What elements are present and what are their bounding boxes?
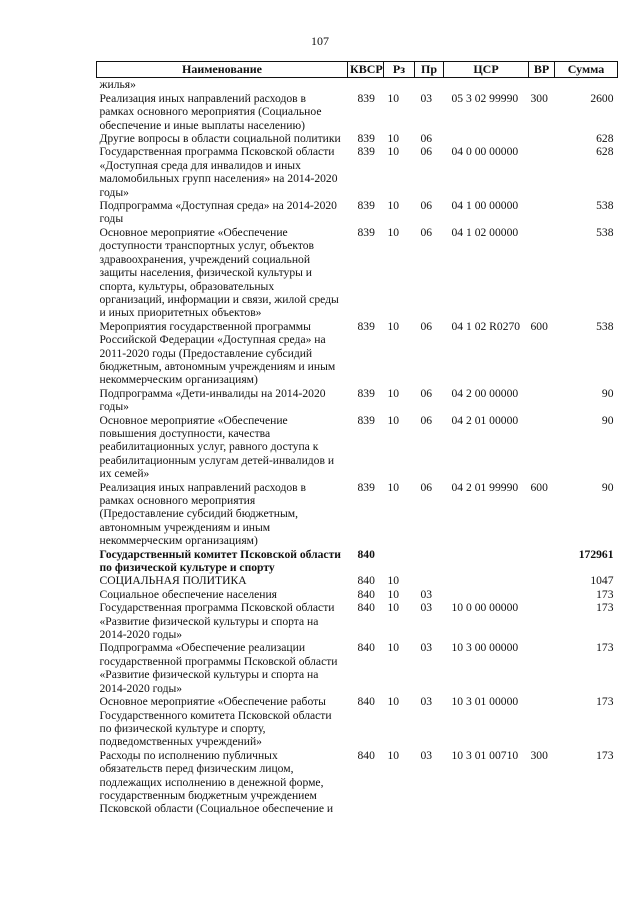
cell-kvsr: 840 [357,748,375,762]
cell-rz: 10 [387,587,400,601]
cell-name: Государственная программа Псковской области «Развитие физической культуры и спорта на 2014-2020 годы» [99,601,335,642]
cell-pr: 03 [420,748,433,762]
table-row [97,387,618,414]
cell-pr: 06 [420,225,433,239]
cell-vr: 600 [530,480,548,494]
cell-sum: 173 [596,641,614,655]
cell-csr [444,574,529,587]
table-row [97,574,618,587]
cell-sum: 173 [596,587,614,601]
cell-name: Подпрограмма «Обеспечение реализации государственной программы Псковской области «Развитие физической культуры и спорта на 2014-2020 годы» [99,641,338,695]
cell-kvsr: 839 [357,132,375,146]
cell-name: Другие вопросы в области социальной политики [99,132,341,146]
table-row [97,548,618,575]
cell-kvsr: 839 [357,480,375,494]
cell-pr: 03 [420,587,433,601]
cell-name: Реализация иных направлений расходов в рамках основного мероприятия (Социальное обеспечение и иные выплаты населению) [99,91,322,132]
cell-csr: 04 0 00 00000 [451,145,519,159]
cell-csr: 04 1 00 00000 [451,199,519,213]
table-row [97,601,618,641]
cell-csr: 10 3 01 00710 [451,748,519,762]
cell-kvsr: 840 [357,574,375,588]
cell-sum: 538 [596,319,614,333]
cell-name: Основное мероприятие «Обеспечение доступности транспортных услуг, объектов здравоохранения, учреждений социальной защиты населения, физической культуры и спорта, культуры, образовательных организаций, информации и связи, жилой среды и иных приоритетных объектов» [99,225,339,320]
table-row [97,78,618,92]
cell-pr: 06 [420,319,433,333]
cell-pr [415,78,444,92]
cell-vr [529,132,555,145]
page-number: 107 [311,34,329,48]
header-pr: Пр [415,62,444,78]
header-vr: ВР [529,62,555,78]
cell-sum: 173 [596,695,614,709]
table-row [97,749,618,816]
table-row [97,414,618,481]
cell-pr: 06 [420,386,433,400]
cell-name: Расходы по исполнению публичных обязательств перед физическим лицом, подлежащих исполнению в денежной форме, государственным бюджетным учреждением Псковской области (Социальное обеспечение и [99,748,334,816]
cell-name: Подпрограмма «Доступная среда» на 2014-2020 годы [99,199,337,226]
cell-sum: 173 [596,601,614,615]
cell-name: жилья» [99,78,136,92]
cell-vr [529,145,555,199]
cell-kvsr: 839 [357,225,375,239]
cell-rz: 10 [387,319,400,333]
cell-kvsr: 839 [357,319,375,333]
cell-vr: 600 [530,319,548,333]
cell-vr [529,199,555,226]
cell-sum: 90 [601,480,614,494]
cell-csr: 10 3 00 00000 [451,641,519,655]
cell-sum: 173 [596,748,614,762]
cell-sum: 90 [601,386,614,400]
cell-vr [529,641,555,695]
header-name: Наименование [97,62,348,78]
cell-rz: 10 [387,225,400,239]
cell-vr [529,695,555,749]
cell-pr: 06 [420,480,433,494]
cell-pr [415,548,444,575]
cell-rz: 10 [387,601,400,615]
cell-sum [555,78,618,92]
cell-rz: 10 [387,386,400,400]
cell-pr [415,574,444,587]
header-kvsr: КВСР [348,62,384,78]
table-row [97,695,618,749]
cell-csr [444,548,529,575]
cell-vr: 300 [530,91,548,105]
cell-kvsr: 840 [357,695,375,709]
cell-name: Государственная программа Псковской области «Доступная среда для инвалидов и иных маломобильных групп населения» на 2014-2020 годы» [99,145,338,199]
cell-name: Государственный комитет Псковской области по физической культуре и спорту [99,547,341,575]
cell-vr [529,414,555,481]
cell-vr [529,226,555,320]
cell-csr [444,588,529,601]
cell-pr: 03 [420,91,433,105]
cell-rz: 10 [387,480,400,494]
cell-rz: 10 [387,695,400,709]
table-row [97,132,618,145]
cell-name: Основное мероприятие «Обеспечение повышения доступности, качества реабилитационных услуг, равного доступа к реабилитационным услугам детей-инвалидов и их семей» [99,413,335,481]
cell-sum: 2600 [590,91,614,105]
cell-name: Основное мероприятие «Обеспечение работы Государственного комитета Псковской области по физической культуре и спорту, подведомственных учреждений» [99,695,332,749]
cell-kvsr: 840 [357,641,375,655]
header-rz: Рз [384,62,415,78]
cell-sum: 172961 [578,547,614,561]
cell-csr: 04 2 00 00000 [451,386,519,400]
cell-rz: 10 [387,199,400,213]
budget-table [96,61,618,816]
cell-rz: 10 [387,413,400,427]
cell-name: Мероприятия государственной программы Российской Федерации «Доступная среда» на 2011-2020 годы (Предоставление субсидий бюджетным, автономным учреждениям и иным некоммерческим организациям) [99,319,336,387]
table-row [97,226,618,320]
cell-name: Социальное обеспечение населения [99,587,278,601]
table-row [97,199,618,226]
cell-csr: 04 1 02 R0270 [451,319,521,333]
cell-rz: 10 [387,641,400,655]
table-row [97,481,618,548]
cell-vr [529,588,555,601]
cell-rz: 10 [387,132,400,146]
cell-csr: 10 0 00 00000 [451,601,519,615]
cell-pr: 03 [420,695,433,709]
cell-csr: 04 1 02 00000 [451,225,519,239]
cell-pr: 03 [420,601,433,615]
cell-kvsr: 840 [357,601,375,615]
cell-sum: 628 [596,145,614,159]
cell-sum: 1047 [590,574,614,588]
table-row [97,92,618,132]
cell-csr [444,132,529,145]
cell-vr [529,601,555,641]
table-row [97,641,618,695]
cell-rz: 10 [387,748,400,762]
table-body [97,78,618,816]
cell-name: Реализация иных направлений расходов в рамках основного мероприятия (Предоставление субсидий бюджетным, автономным учреждениям и иным некоммерческим организациям) [99,480,306,548]
cell-csr [444,78,529,92]
cell-kvsr: 839 [357,91,375,105]
cell-rz: 10 [387,91,400,105]
cell-kvsr: 839 [357,413,375,427]
cell-vr [529,574,555,587]
cell-rz [384,548,415,575]
cell-pr: 06 [420,145,433,159]
cell-name: СОЦИАЛЬНАЯ ПОЛИТИКА [99,574,247,588]
table-header-row [97,62,618,78]
header-csr: ЦСР [444,62,529,78]
cell-pr: 06 [420,199,433,213]
cell-csr: 10 3 01 00000 [451,695,519,709]
cell-vr [529,387,555,414]
cell-sum: 538 [596,199,614,213]
cell-sum: 90 [601,413,614,427]
cell-kvsr: 840 [357,547,375,561]
cell-pr: 06 [420,413,433,427]
cell-name: Подпрограмма «Дети-инвалиды на 2014-2020 годы» [99,386,326,414]
cell-kvsr: 839 [357,199,375,213]
cell-rz: 10 [387,574,400,588]
cell-kvsr: 839 [357,145,375,159]
cell-pr: 06 [420,132,433,146]
cell-csr: 04 2 01 00000 [451,413,519,427]
cell-vr: 300 [530,748,548,762]
table-row [97,320,618,387]
table-row [97,145,618,199]
cell-sum: 628 [596,132,614,146]
cell-csr: 05 3 02 99990 [451,91,519,105]
cell-kvsr: 840 [357,587,375,601]
cell-csr: 04 2 01 99990 [451,480,519,494]
header-sum: Сумма [555,62,618,78]
cell-kvsr: 839 [357,386,375,400]
cell-vr [529,548,555,575]
cell-pr: 03 [420,641,433,655]
cell-rz: 10 [387,145,400,159]
cell-rz [384,78,415,92]
table-row [97,588,618,601]
cell-vr [529,78,555,92]
cell-kvsr [348,78,384,92]
cell-sum: 538 [596,225,614,239]
